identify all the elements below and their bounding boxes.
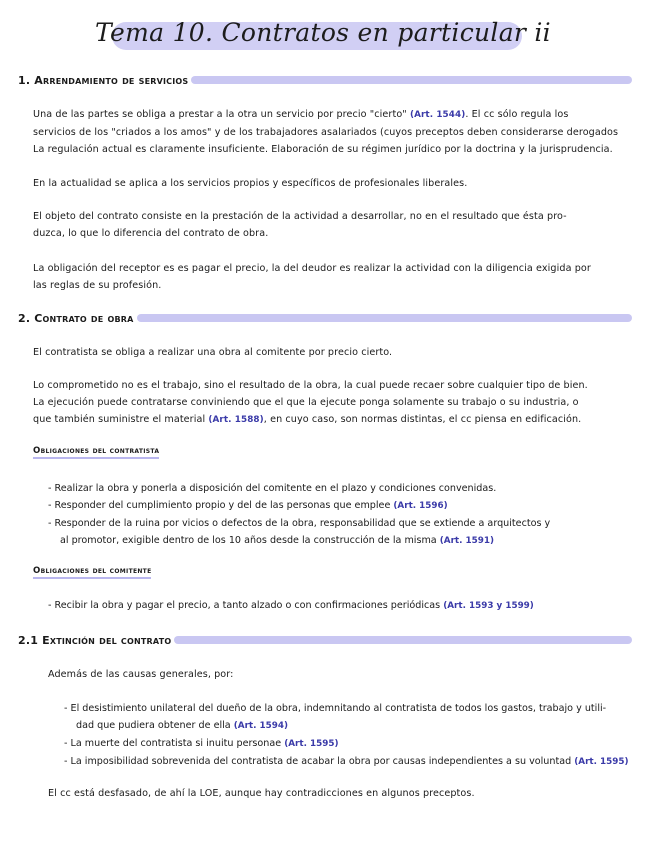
subheading-obligaciones-comitente: Obligaciones del comitente	[33, 566, 151, 579]
section-heading-bar	[191, 76, 632, 84]
list-item	[48, 597, 628, 615]
text-line: Lo comprometido no es el trabajo, sino el resultado de la obra, la cual puede recaer sobre cualquier tipo de bien.	[33, 380, 588, 391]
list-item	[64, 735, 630, 753]
text-line: La regulación actual es claramente insuficiente. Elaboración de su régimen jurídico por la doctrina y la jurisprudencia.	[33, 144, 613, 155]
text-line: servicios de los "criados a los amos" y de los trabajadores asalariados (cuyos preceptos deben considerarse derogados	[33, 127, 619, 138]
article-ref: (Art. 1596)	[393, 501, 448, 511]
section-heading-bar	[174, 636, 632, 644]
list-causas-extincion	[64, 700, 630, 771]
text-line: El cc está desfasado, de ahí la LOE, aunque hay contradicciones en algunos preceptos.	[48, 788, 475, 799]
text-span: - Recibir la obra y pagar el precio, a tanto alzado o con confirmaciones periódicas	[48, 600, 444, 611]
text-line: El contratista se obliga a realizar una obra al comitente por precio cierto.	[33, 347, 393, 358]
article-ref: (Art. 1595)	[284, 739, 339, 749]
text-line: las reglas de su profesión.	[33, 280, 162, 291]
paragraph-objeto	[33, 208, 625, 242]
text-line: La obligación del receptor es es pagar el precio, la del deudor es realizar la actividad con la diligencia exigida por	[33, 263, 591, 274]
text-span: dad que pudiera obtener de ella	[76, 720, 234, 731]
text-span: al promotor, exigible dentro de los 10 años desde la construcción de la misma	[60, 535, 440, 546]
article-ref: (Art. 1595)	[574, 757, 629, 767]
text-line: Además de las causas generales, por:	[48, 669, 234, 680]
article-ref: (Art. 1544)	[409, 110, 466, 120]
section-heading-arrendamiento	[18, 72, 632, 88]
text-span: Una de las partes se obliga a prestar a la otra un servicio por precio "cierto"	[33, 109, 410, 120]
section-heading-label: 1. Arrendamiento de servicios	[18, 73, 189, 87]
title-block	[0, 16, 646, 56]
list-item: - Responder de la ruina por vicios o defectos de la obra, responsabilidad que se extiende a arquitectos y	[48, 518, 551, 529]
page-title: Tema 10. Contratos en particular ii	[95, 18, 551, 47]
text-span: que también suministre el material	[33, 414, 209, 425]
article-ref: (Art. 1594)	[233, 721, 289, 731]
list-obligaciones-comitente	[48, 597, 628, 615]
list-item: - El desistimiento unilateral del dueño de la obra, indemnitando al contratista de todos los gastos, trabajo y utili-	[64, 703, 607, 714]
text-line: La ejecución puede contratarse conviniendo que el que la ejecute ponga solamente su trabajo o su industria, o	[33, 397, 579, 408]
text-line	[33, 106, 625, 124]
text-span: , en cuyo caso, son normas distintas, el cc piensa en edificación.	[263, 414, 582, 425]
paragraph-contratista	[33, 344, 625, 361]
section-heading-contrato-obra	[18, 310, 632, 326]
text-line: El objeto del contrato consiste en la prestación de la actividad a desarrollar, no en el resultado que ésta pro-	[33, 211, 567, 222]
list-item	[48, 497, 628, 515]
text-span: - La imposibilidad sobrevenida del contratista de acabar la obra por causas independientes a su voluntad	[64, 756, 575, 767]
paragraph-conclusion	[48, 785, 640, 802]
paragraph-definition	[33, 106, 625, 158]
section-heading-extincion	[18, 632, 632, 648]
article-ref: (Art. 1588)	[208, 415, 264, 425]
text-line: duzca, lo que lo diferencia del contrato de obra.	[33, 228, 269, 239]
list-item: - Realizar la obra y ponerla a disposición del comitente en el plazo y condiciones convenidas.	[48, 483, 497, 494]
list-item-continuation	[48, 532, 628, 550]
paragraph-causas	[48, 666, 640, 683]
paragraph-aplicacion	[33, 175, 625, 192]
text-span: - Responder del cumplimiento propio y del de las personas que emplee	[48, 500, 394, 511]
list-obligaciones-contratista	[48, 480, 628, 550]
text-span: - La muerte del contratista si inuitu personae	[64, 738, 285, 749]
list-item-continuation	[64, 717, 630, 735]
text-line	[33, 411, 625, 429]
paragraph-comprometido	[33, 377, 625, 429]
text-span: . El cc sólo regula los	[465, 109, 569, 120]
list-item	[64, 753, 630, 771]
article-ref: (Art. 1591)	[439, 536, 495, 546]
article-ref: (Art. 1593 y 1599)	[443, 601, 534, 611]
section-heading-bar	[137, 314, 633, 322]
section-heading-label: 2. Contrato de obra	[18, 311, 134, 325]
section-heading-label: 2.1 Extinción del contrato	[18, 633, 172, 647]
subheading-obligaciones-contratista: Obligaciones del contratista	[33, 446, 159, 459]
text-line: En la actualidad se aplica a los servicios propios y específicos de profesionales liberales.	[33, 178, 468, 189]
paragraph-obligacion	[33, 260, 625, 294]
